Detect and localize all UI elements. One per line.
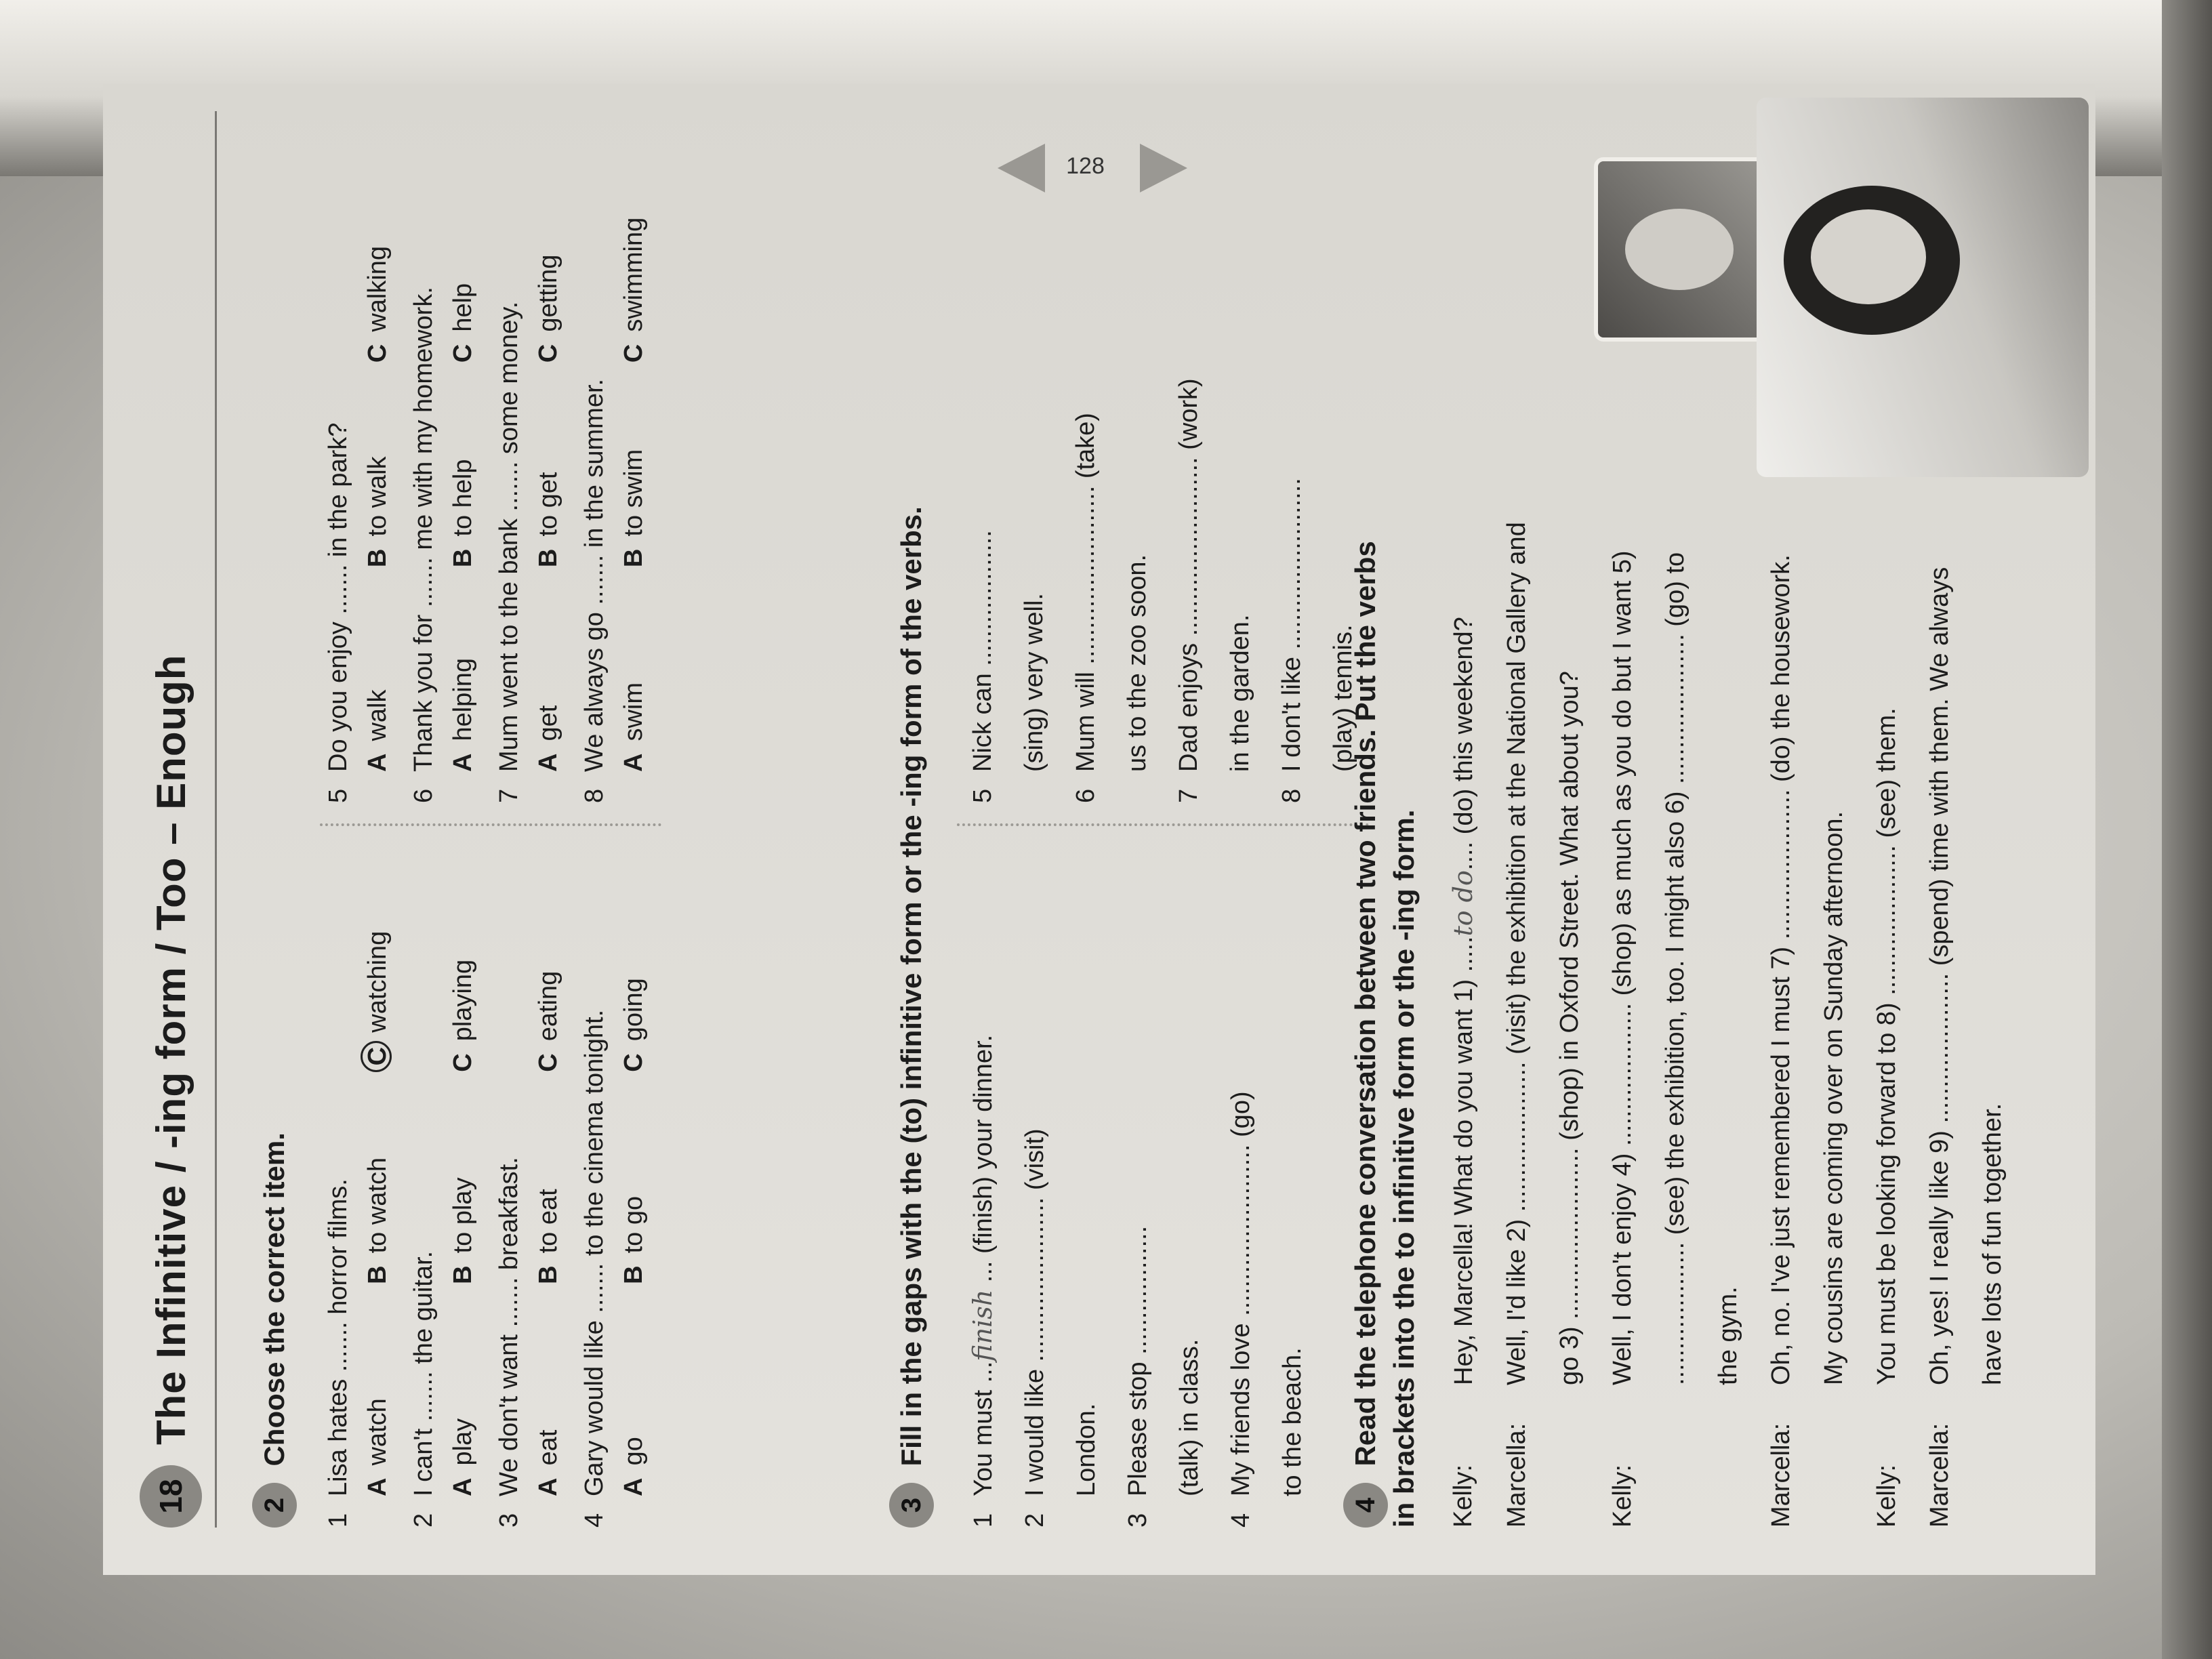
dialog-line xyxy=(1913,518,2019,1528)
question-item xyxy=(576,853,613,1528)
option-text: watch xyxy=(363,1398,392,1466)
gap-item xyxy=(1215,853,1267,1528)
question-text: Gary would like ....... to the cinema tonight. xyxy=(580,1009,609,1496)
exercise-3-right-column xyxy=(957,125,1369,826)
page-number: 128 xyxy=(1066,153,1105,180)
option-c xyxy=(613,158,655,363)
exercise-4-number: 4 xyxy=(1343,1483,1388,1528)
exercise-2-number: 2 xyxy=(252,1483,297,1528)
question-text: We always go ....... in the summer. xyxy=(580,378,609,772)
question-text: Thank you for ....... me with my homework. xyxy=(409,287,438,772)
option-b xyxy=(356,1072,398,1284)
exercise-4-title: Read the telephone conversation between two friends. Put the verbs in brackets into the to infinitive form or the -ing form. xyxy=(1349,541,1420,1528)
gap-item-number: 5 xyxy=(968,788,997,803)
textbook-page xyxy=(103,84,2095,1575)
option-text: eating xyxy=(534,970,562,1042)
gap-item-text: I don't like ........................ xyxy=(1277,478,1306,772)
option-text: play xyxy=(449,1418,477,1466)
speaker-name: Kelly: xyxy=(1872,1465,1901,1528)
dialog-text-main: You must be looking forward to 8) ..................... (see) them. xyxy=(1872,708,1901,1385)
gap-item xyxy=(957,853,1009,1528)
question-item xyxy=(320,853,356,1528)
option-letter: C xyxy=(363,344,392,363)
dialog-text xyxy=(1860,708,1913,1385)
book-spine xyxy=(2162,0,2212,1659)
dialog-line xyxy=(1490,518,1596,1528)
answer-options xyxy=(613,853,655,1496)
option-letter: B xyxy=(619,1265,648,1284)
gap-item-text: Please stop .................. xyxy=(1124,1225,1152,1496)
option-a xyxy=(613,567,655,772)
option-letter: A xyxy=(363,753,392,772)
exercise-2 xyxy=(252,125,661,1528)
exercise-3 xyxy=(889,125,1369,1528)
dialog-text xyxy=(1913,518,2019,1385)
option-c xyxy=(613,860,655,1072)
answer-options xyxy=(527,152,569,772)
option-letter: B xyxy=(534,548,562,568)
option-text: go xyxy=(619,1437,648,1466)
option-letter: A xyxy=(449,753,477,772)
gap-item-number: 8 xyxy=(1277,788,1306,803)
unit-header xyxy=(130,111,211,1528)
option-c xyxy=(527,158,569,363)
option-letter: A xyxy=(534,753,562,772)
option-letter: C xyxy=(619,344,648,363)
question-text: Do you enjoy ....... in the park? xyxy=(324,422,352,772)
dialog-text-main: Oh, yes! I really like 9) ..................... (spend) time with them. We always have lots of fun together. xyxy=(1925,567,2007,1385)
option-letter: A xyxy=(534,1477,562,1496)
gap-item-text: Dad enjoys ......................... (work) xyxy=(1174,378,1203,772)
unit-number-badge: 18 xyxy=(140,1465,202,1528)
exercise-2-left-column xyxy=(320,826,661,1528)
dialog-line xyxy=(1437,518,1490,1528)
option-a xyxy=(527,1284,569,1496)
option-letter: B xyxy=(449,548,477,568)
question-item xyxy=(576,152,613,803)
gap-item xyxy=(1266,152,1317,803)
option-b xyxy=(527,1072,569,1284)
gap-item-number: 1 xyxy=(969,1513,998,1528)
exercise-3-title: Fill in the gaps with the (to) infinitive form or the -ing form of the verbs. xyxy=(895,506,927,1467)
answer-options xyxy=(442,152,484,772)
gap-item-continuation: to the beach. xyxy=(1278,1347,1307,1496)
gap-item-text: Mum will ......................... (take) xyxy=(1071,413,1100,772)
speaker-name: Kelly: xyxy=(1608,1465,1637,1528)
option-text: walk xyxy=(363,689,392,741)
option-text: to swim xyxy=(619,449,648,537)
gap-item-continuation: (play) tennis. xyxy=(1329,624,1357,772)
gap-item-continuation: (talk) in class. xyxy=(1175,1338,1204,1496)
unit-title: The Infinitive / -ing form / Too – Enough xyxy=(148,654,194,1445)
option-text: eat xyxy=(534,1429,562,1466)
option-letter: A xyxy=(619,753,648,772)
question-number: 2 xyxy=(409,1513,438,1528)
option-text: getting xyxy=(534,254,562,332)
option-text: going xyxy=(619,978,648,1042)
gap-item-number: 7 xyxy=(1174,788,1203,803)
question-number: 7 xyxy=(495,788,523,803)
option-a xyxy=(527,567,569,772)
exercise-4 xyxy=(1343,518,2019,1528)
face-shape xyxy=(1625,209,1734,290)
gap-item-text: I would like ....................... (visit) xyxy=(1021,1128,1049,1496)
speaker-name: Marcella: xyxy=(1502,1422,1531,1528)
photo-of-kelly xyxy=(1594,157,1771,342)
dialog-text-main: Well, I don't enjoy 4) .................... (shop) as much as you do but I want 5) .................... (see) the exhibition, too. I might also 6) ..................... (go) to the gym. xyxy=(1608,550,1742,1385)
option-letter: C xyxy=(534,1053,562,1072)
option-c xyxy=(442,860,484,1072)
option-b xyxy=(613,363,655,567)
option-letter-circled: C xyxy=(361,1041,392,1072)
gap-item-text: Nick can ................... xyxy=(968,530,997,772)
exercise-3-left-column xyxy=(957,826,1369,1528)
gap-item-text: My friends love ........................ (go) xyxy=(1227,1091,1255,1496)
exercise-2-title: Choose the correct item. xyxy=(258,1132,290,1467)
dialog-text-main: Well, I'd like 2) ..................... (visit) the exhibition at the National Gallery and go 3) ........................ (shop) in Oxford Street. What about you? xyxy=(1502,522,1584,1385)
option-text: to watch xyxy=(363,1157,392,1254)
question-text: Lisa hates ....... horror films. xyxy=(324,1179,352,1496)
option-b xyxy=(442,1072,484,1284)
answer-options xyxy=(356,152,398,772)
option-text: swim xyxy=(619,682,648,741)
gap-item-continuation: (sing) very well. xyxy=(1020,593,1048,772)
option-letter: A xyxy=(449,1477,477,1496)
gap-item-continuation: us to the zoo soon. xyxy=(1123,554,1151,772)
option-text: help xyxy=(449,283,477,332)
option-a xyxy=(356,567,398,772)
option-letter: B xyxy=(449,1265,477,1284)
question-item xyxy=(405,152,442,803)
option-letter: A xyxy=(363,1477,392,1496)
option-text: to eat xyxy=(534,1189,562,1254)
question-number: 3 xyxy=(495,1513,523,1528)
question-item xyxy=(320,152,356,803)
exercise-2-right-column xyxy=(320,125,661,826)
handwritten-answer: to do xyxy=(1448,870,1478,937)
handwritten-answer: finish xyxy=(968,1289,998,1361)
photo-of-marcella xyxy=(1757,98,2089,477)
option-text: watching xyxy=(363,930,392,1033)
gap-item xyxy=(1112,853,1164,1528)
question-text: I can't ....... the guitar. xyxy=(409,1250,438,1496)
option-text: swimming xyxy=(619,217,648,332)
option-a xyxy=(613,1284,655,1496)
telephone-dialog xyxy=(1437,518,2019,1528)
option-text: to go xyxy=(619,1195,648,1254)
option-text: to help xyxy=(449,459,477,537)
option-letter: C xyxy=(449,1053,477,1072)
face-shape xyxy=(1811,209,1926,304)
dialog-text xyxy=(1596,518,1755,1385)
option-text: walking xyxy=(363,245,392,332)
answer-options xyxy=(613,152,655,772)
dialog-text xyxy=(1490,518,1596,1385)
dialog-text xyxy=(1755,518,1860,1385)
speaker-name: Marcella: xyxy=(1767,1422,1795,1528)
option-b xyxy=(527,363,569,567)
dialog-line xyxy=(1596,518,1755,1528)
option-c xyxy=(442,158,484,363)
option-a xyxy=(442,1284,484,1496)
option-c xyxy=(527,860,569,1072)
option-text: to play xyxy=(449,1177,477,1254)
question-item xyxy=(405,853,442,1528)
question-text: Mum went to the bank ....... some money. xyxy=(495,301,523,772)
dialog-text xyxy=(1437,617,1490,1385)
gap-item-continuation: in the garden. xyxy=(1226,614,1254,772)
question-number: 6 xyxy=(409,788,438,803)
speaker-name: Kelly: xyxy=(1449,1465,1477,1528)
page-number-arrow-up xyxy=(998,144,1045,192)
answer-options xyxy=(442,853,484,1496)
question-number: 4 xyxy=(580,1513,609,1528)
gap-item xyxy=(1163,152,1214,803)
option-letter: C xyxy=(619,1053,648,1072)
gap-item-number: 2 xyxy=(1021,1513,1049,1528)
option-text: helping xyxy=(449,657,477,741)
gap-item-number: 4 xyxy=(1227,1513,1255,1528)
option-b xyxy=(356,363,398,567)
gap-item-number: 6 xyxy=(1071,788,1100,803)
exercise-2-columns xyxy=(320,125,661,1528)
gap-item xyxy=(957,152,1008,803)
option-letter: B xyxy=(619,548,648,568)
option-letter: B xyxy=(363,1265,392,1284)
option-text: to walk xyxy=(363,456,392,537)
option-letter: A xyxy=(619,1477,648,1496)
question-item xyxy=(491,853,527,1528)
option-text: get xyxy=(534,705,562,741)
gap-item-continuation: London. xyxy=(1072,1403,1101,1496)
option-text: playing xyxy=(449,959,477,1042)
option-letter: B xyxy=(534,1265,562,1284)
answer-options xyxy=(356,853,398,1496)
page-number-arrow-down xyxy=(1140,144,1187,192)
dialog-text-main: Oh, no. I've just remembered I must 7) ..................... (do) the housework. My cousins are coming over on Sunday afternoon. xyxy=(1767,554,1848,1385)
dialog-text-rest: .... (do) this weekend? xyxy=(1450,617,1478,871)
dialog-line xyxy=(1860,518,1913,1528)
speaker-name: Marcella: xyxy=(1925,1422,1954,1528)
question-item xyxy=(491,152,527,803)
option-b xyxy=(613,1072,655,1284)
question-number: 1 xyxy=(324,1513,352,1528)
gap-item-continuation: ... (finish) your dinner. xyxy=(969,1034,998,1283)
answer-options xyxy=(527,853,569,1496)
gap-item xyxy=(1060,152,1111,803)
gap-item-text: You must ... xyxy=(969,1361,998,1496)
exercise-3-columns xyxy=(957,125,1369,1528)
option-a xyxy=(442,567,484,772)
option-a xyxy=(356,1284,398,1496)
option-c xyxy=(356,158,398,363)
option-text: to get xyxy=(534,472,562,537)
gap-item xyxy=(1009,853,1061,1528)
option-letter: C xyxy=(534,344,562,363)
option-letter: C xyxy=(449,344,477,363)
question-number: 8 xyxy=(580,788,609,803)
question-number: 5 xyxy=(324,788,352,803)
exercise-3-number: 3 xyxy=(889,1483,934,1528)
option-letter: B xyxy=(363,548,392,568)
option-c xyxy=(356,860,398,1072)
dialog-line xyxy=(1755,518,1860,1528)
header-rule xyxy=(215,111,217,1528)
dialog-text-main: Hey, Marcella! What do you want 1) ..... xyxy=(1450,936,1478,1385)
question-text: We don't want ....... breakfast. xyxy=(495,1157,523,1496)
gap-item-number: 3 xyxy=(1124,1513,1152,1528)
option-b xyxy=(442,363,484,567)
